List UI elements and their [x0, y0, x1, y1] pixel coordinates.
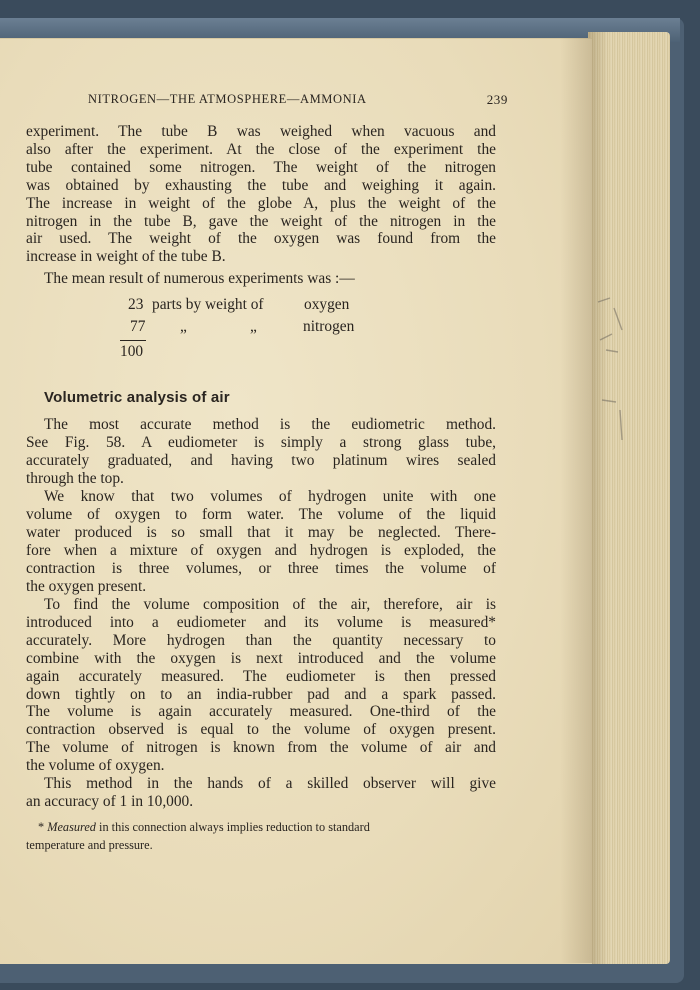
text-line: through the top. [26, 469, 124, 487]
nitrogen-parts-value: 77 [130, 318, 146, 335]
text-line: We know that two volumes of hydrogen unite with one [44, 488, 496, 505]
text-line: accurately. More hydrogen than the quantity necessary to [26, 631, 496, 649]
text-line: To find the volume composition of the air, therefore, air is [44, 596, 496, 613]
text-line: See Fig. 58. A eudiometer is simply a strong glass tube, [26, 433, 496, 451]
text-line: experiment. The tube B was weighed when vacuous and [26, 123, 496, 140]
text-line: fore when a mixture of oxygen and hydrogen is exploded, the [26, 541, 496, 559]
footnote-emphasis: Measured [47, 820, 96, 834]
paragraph-eudiometric-method [26, 416, 496, 488]
paragraph-volume-composition [26, 596, 496, 775]
text-line: again accurately measured. The eudiometer is then pressed [26, 667, 496, 685]
paragraph-experiment [26, 123, 496, 266]
text-line: contraction observed is equal to the volume of oxygen present. [26, 721, 496, 739]
text-line: was obtained by exhausting the tube and weighing it again. [26, 176, 496, 194]
text-line: The increase in weight of the globe A, plus the weight of the [26, 194, 496, 212]
text-line: the oxygen present. [26, 577, 147, 595]
text-line: volume of oxygen to form water. The volume of the liquid [26, 505, 496, 523]
paragraph-hydrogen-oxygen [26, 488, 496, 595]
text-line: The mean result of numerous experiments was :— [44, 270, 355, 287]
paragraph-accuracy [26, 775, 496, 811]
text-line: contraction is three volumes, or three times the volume of [26, 559, 496, 577]
oxygen-label: oxygen [304, 296, 350, 313]
running-header [88, 92, 508, 112]
page-number: 239 [486, 92, 508, 107]
text-line: combine with the oxygen is next introduced and the volume [26, 649, 496, 667]
total-parts-value: 100 [120, 343, 144, 360]
sum-rule [120, 340, 146, 341]
text-line: introduced into a eudiometer and its volume is measured* [26, 613, 496, 631]
oxygen-parts-value: 23 [128, 296, 144, 313]
text-line: air used. The weight of the oxygen was found from the [26, 230, 496, 248]
footnote-marker: * [38, 820, 45, 834]
running-header-title: NITROGEN—THE ATMOSPHERE—AMMONIA [88, 92, 367, 106]
page-curl-shadow [560, 38, 592, 963]
text-line: also after the experiment. At the close of the experiment the [26, 140, 496, 158]
ditto-mark: „ [180, 318, 187, 335]
nitrogen-label: nitrogen [303, 318, 355, 335]
text-line: the volume of oxygen. [26, 757, 165, 775]
text-line: increase in weight of the tube B. [26, 248, 226, 266]
pencil-annotation-marks [592, 290, 632, 450]
text-line: The volume of nitrogen is known from the volume of air and [26, 739, 496, 757]
text-line: down tightly on to an india-rubber pad and a spark passed. [26, 685, 496, 703]
paragraph-mean-result [26, 270, 496, 288]
footnote-line [26, 819, 498, 837]
footnote-text: in this connection always implies reduction to standard [95, 820, 370, 834]
text-line: This method in the hands of a skilled observer will give [44, 775, 496, 792]
parts-by-weight-label: parts by weight of [152, 296, 264, 313]
text-line: an accuracy of 1 in 10,000. [26, 792, 194, 810]
ditto-mark: „ [250, 318, 257, 335]
footnote [26, 819, 498, 854]
text-line: The volume is again accurately measured. One-third of the [26, 703, 496, 721]
footnote-line: temperature and pressure. [26, 837, 153, 852]
text-line: tube contained some nitrogen. The weight of the nitrogen [26, 158, 496, 176]
text-line: accurately graduated, and having two platinum wires sealed [26, 451, 496, 469]
section-heading: Volumetric analysis of air [44, 389, 230, 406]
text-line: The most accurate method is the eudiometric method. [44, 416, 496, 433]
text-line: water produced is so small that it may be neglected. There- [26, 523, 496, 541]
text-line: nitrogen in the tube B, gave the weight of the nitrogen in the [26, 212, 496, 230]
